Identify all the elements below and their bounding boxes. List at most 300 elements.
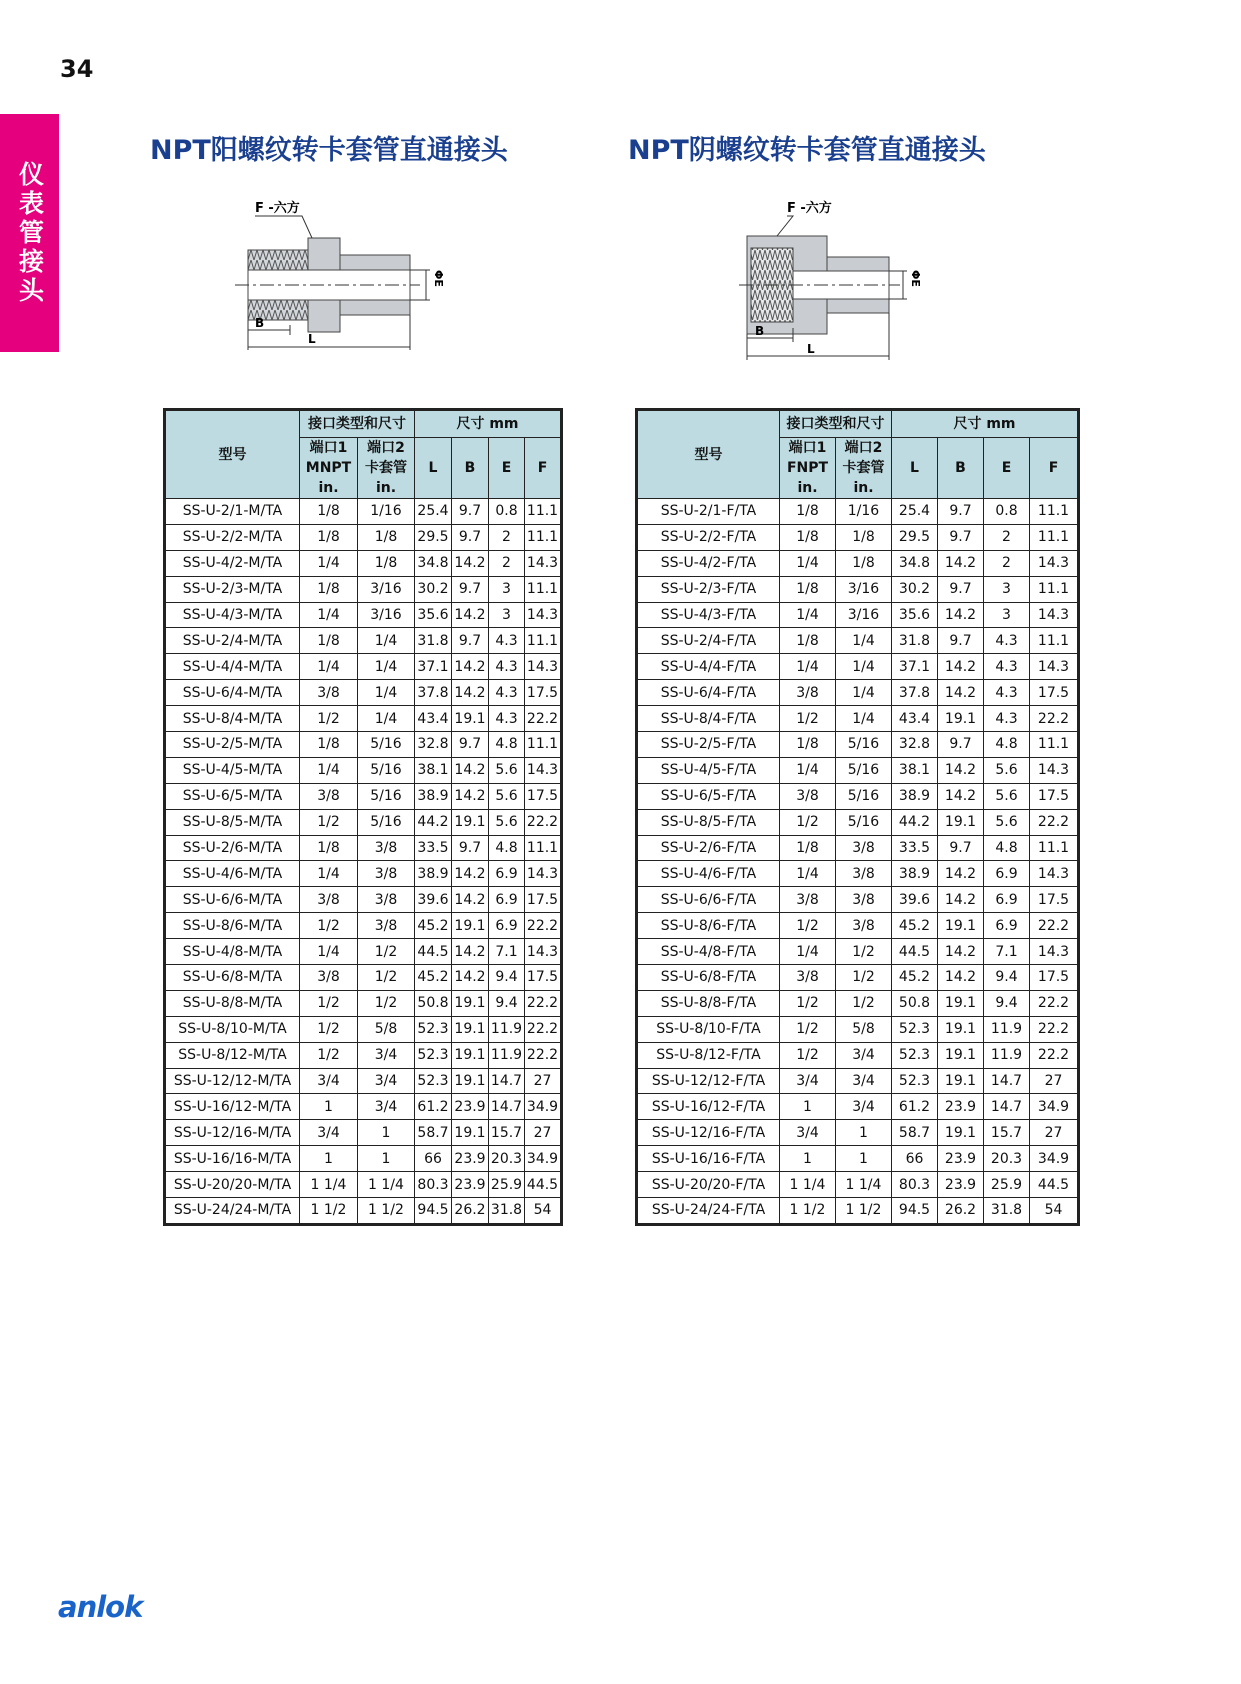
model-cell: SS-U-24/24-F/TA bbox=[638, 1198, 780, 1224]
port2-cell: 3/16 bbox=[836, 602, 892, 628]
port2-cell: 3/16 bbox=[358, 602, 415, 628]
e-cell: 5.6 bbox=[489, 757, 525, 783]
port2-cell: 1/8 bbox=[836, 550, 892, 576]
model-cell: SS-U-8/6-F/TA bbox=[638, 913, 780, 939]
port2-cell: 1 1/4 bbox=[358, 1172, 415, 1198]
b-cell: 9.7 bbox=[938, 835, 984, 861]
b-cell: 9.7 bbox=[452, 576, 489, 602]
port1-cell: 1/8 bbox=[300, 628, 358, 654]
model-cell: SS-U-8/5-F/TA bbox=[638, 809, 780, 835]
l-header: L bbox=[415, 438, 452, 499]
port1-cell: 1/2 bbox=[300, 809, 358, 835]
e-cell: 7.1 bbox=[984, 939, 1030, 965]
model-cell: SS-U-4/8-M/TA bbox=[166, 939, 300, 965]
f-cell: 22.2 bbox=[1030, 809, 1078, 835]
table-row bbox=[166, 602, 561, 628]
model-cell: SS-U-8/12-F/TA bbox=[638, 1042, 780, 1068]
model-cell: SS-U-4/6-M/TA bbox=[166, 861, 300, 887]
side-tab-label: 仪表管接头 bbox=[15, 160, 45, 306]
b-label: B bbox=[255, 316, 265, 330]
model-cell: SS-U-4/4-M/TA bbox=[166, 654, 300, 680]
table-row bbox=[166, 783, 561, 809]
port-group-header: 接口类型和尺寸 bbox=[780, 411, 892, 438]
l-cell: 32.8 bbox=[415, 732, 452, 758]
port1-cell: 1/4 bbox=[300, 757, 358, 783]
l-cell: 66 bbox=[415, 1146, 452, 1172]
port2-cell: 1 1/2 bbox=[836, 1198, 892, 1224]
f-cell: 27 bbox=[1030, 1120, 1078, 1146]
l-cell: 31.8 bbox=[415, 628, 452, 654]
port2-cell: 1/8 bbox=[836, 524, 892, 550]
f-cell: 34.9 bbox=[1030, 1094, 1078, 1120]
l-cell: 80.3 bbox=[892, 1172, 938, 1198]
b-cell: 9.7 bbox=[452, 524, 489, 550]
port1-cell: 1/2 bbox=[300, 913, 358, 939]
b-cell: 19.1 bbox=[452, 1068, 489, 1094]
f-header: F bbox=[1030, 438, 1078, 499]
table-row bbox=[166, 1068, 561, 1094]
b-cell: 23.9 bbox=[452, 1172, 489, 1198]
e-cell: 3 bbox=[984, 602, 1030, 628]
port1-cell: 1/2 bbox=[300, 1016, 358, 1042]
port1-line2: MNPT bbox=[305, 460, 352, 476]
table-row bbox=[638, 939, 1078, 965]
model-cell: SS-U-4/3-F/TA bbox=[638, 602, 780, 628]
port1-cell: 1 1/4 bbox=[780, 1172, 836, 1198]
l-cell: 38.9 bbox=[892, 783, 938, 809]
port1-cell: 1/4 bbox=[300, 550, 358, 576]
l-cell: 38.9 bbox=[415, 783, 452, 809]
l-cell: 50.8 bbox=[892, 990, 938, 1016]
e-cell: 5.6 bbox=[489, 809, 525, 835]
left-title: NPT阳螺纹转卡套管直通接头 bbox=[150, 135, 508, 166]
l-cell: 38.1 bbox=[415, 757, 452, 783]
b-cell: 19.1 bbox=[938, 809, 984, 835]
l-cell: 38.1 bbox=[892, 757, 938, 783]
model-cell: SS-U-4/2-M/TA bbox=[166, 550, 300, 576]
port2-cell: 1 1/4 bbox=[836, 1172, 892, 1198]
port2-cell: 5/8 bbox=[836, 1016, 892, 1042]
l-cell: 45.2 bbox=[892, 965, 938, 991]
f-cell: 22.2 bbox=[1030, 990, 1078, 1016]
f-cell: 14.3 bbox=[1030, 550, 1078, 576]
table-row bbox=[166, 913, 561, 939]
l-cell: 37.8 bbox=[892, 680, 938, 706]
e-cell: 20.3 bbox=[984, 1146, 1030, 1172]
port1-header bbox=[300, 438, 358, 499]
model-cell: SS-U-12/16-M/TA bbox=[166, 1120, 300, 1146]
table-row bbox=[166, 1094, 561, 1120]
port2-cell: 1 1/2 bbox=[358, 1198, 415, 1224]
f-cell: 34.9 bbox=[525, 1146, 561, 1172]
e-cell: 2 bbox=[984, 524, 1030, 550]
f-cell: 11.1 bbox=[1030, 628, 1078, 654]
port1-cell: 1/2 bbox=[780, 706, 836, 732]
model-cell: SS-U-2/4-F/TA bbox=[638, 628, 780, 654]
f-cell: 11.1 bbox=[525, 628, 561, 654]
f-cell: 11.1 bbox=[525, 576, 561, 602]
hex-label: F -六方 bbox=[787, 201, 832, 216]
model-cell: SS-U-2/2-F/TA bbox=[638, 524, 780, 550]
port2-line1: 端口2 bbox=[844, 440, 883, 456]
f-cell: 11.1 bbox=[525, 732, 561, 758]
f-cell: 22.2 bbox=[1030, 1016, 1078, 1042]
table-row bbox=[166, 1172, 561, 1198]
b-cell: 14.2 bbox=[452, 887, 489, 913]
f-cell: 11.1 bbox=[525, 835, 561, 861]
model-cell: SS-U-2/3-F/TA bbox=[638, 576, 780, 602]
table-row bbox=[166, 550, 561, 576]
page-number: 34 bbox=[60, 55, 94, 83]
port1-cell: 1/2 bbox=[300, 1042, 358, 1068]
table-row bbox=[638, 861, 1078, 887]
l-cell: 37.8 bbox=[415, 680, 452, 706]
table-row bbox=[166, 861, 561, 887]
port2-cell: 5/16 bbox=[358, 809, 415, 835]
f-cell: 27 bbox=[525, 1068, 561, 1094]
b-header: B bbox=[938, 438, 984, 499]
f-cell: 14.3 bbox=[525, 602, 561, 628]
l-cell: 30.2 bbox=[892, 576, 938, 602]
model-cell: SS-U-8/10-M/TA bbox=[166, 1016, 300, 1042]
port2-cell: 3/8 bbox=[358, 835, 415, 861]
l-cell: 37.1 bbox=[892, 654, 938, 680]
model-cell: SS-U-12/16-F/TA bbox=[638, 1120, 780, 1146]
port2-cell: 1/4 bbox=[836, 654, 892, 680]
l-cell: 29.5 bbox=[415, 524, 452, 550]
model-cell: SS-U-8/10-F/TA bbox=[638, 1016, 780, 1042]
table-row bbox=[638, 1094, 1078, 1120]
b-cell: 14.2 bbox=[452, 861, 489, 887]
port2-cell: 3/4 bbox=[836, 1042, 892, 1068]
table-row bbox=[638, 1016, 1078, 1042]
port1-cell: 1 bbox=[780, 1146, 836, 1172]
f-cell: 17.5 bbox=[1030, 783, 1078, 809]
e-cell: 25.9 bbox=[489, 1172, 525, 1198]
port2-cell: 1/4 bbox=[358, 680, 415, 706]
port1-header bbox=[780, 438, 836, 499]
table-row bbox=[166, 835, 561, 861]
e-header: E bbox=[489, 438, 525, 499]
table-row bbox=[166, 654, 561, 680]
port2-cell: 1/16 bbox=[836, 499, 892, 525]
port1-cell: 1/4 bbox=[300, 602, 358, 628]
port2-cell: 5/16 bbox=[836, 783, 892, 809]
b-cell: 14.2 bbox=[938, 887, 984, 913]
e-cell: 14.7 bbox=[489, 1094, 525, 1120]
e-cell: 2 bbox=[984, 550, 1030, 576]
model-cell: SS-U-4/3-M/TA bbox=[166, 602, 300, 628]
l-cell: 35.6 bbox=[415, 602, 452, 628]
table-row bbox=[166, 1146, 561, 1172]
e-cell: 4.3 bbox=[984, 680, 1030, 706]
port2-cell: 1/4 bbox=[358, 706, 415, 732]
port1-cell: 1/4 bbox=[300, 654, 358, 680]
e-cell: 2 bbox=[489, 550, 525, 576]
port2-cell: 1/8 bbox=[358, 550, 415, 576]
b-cell: 14.2 bbox=[938, 783, 984, 809]
f-cell: 14.3 bbox=[525, 939, 561, 965]
f-cell: 34.9 bbox=[1030, 1146, 1078, 1172]
f-cell: 11.1 bbox=[1030, 576, 1078, 602]
b-cell: 19.1 bbox=[452, 1120, 489, 1146]
table-row bbox=[638, 1172, 1078, 1198]
port1-cell: 1/2 bbox=[780, 1042, 836, 1068]
l-cell: 94.5 bbox=[415, 1198, 452, 1224]
f-cell: 11.1 bbox=[525, 499, 561, 525]
l-cell: 45.2 bbox=[415, 965, 452, 991]
table-row bbox=[638, 550, 1078, 576]
f-cell: 14.3 bbox=[1030, 654, 1078, 680]
table-row bbox=[638, 809, 1078, 835]
port1-cell: 1/2 bbox=[300, 706, 358, 732]
e-cell: 6.9 bbox=[984, 887, 1030, 913]
e-cell: 15.7 bbox=[489, 1120, 525, 1146]
model-cell: SS-U-2/1-F/TA bbox=[638, 499, 780, 525]
table-row bbox=[638, 524, 1078, 550]
port2-cell: 1 bbox=[358, 1146, 415, 1172]
f-cell: 17.5 bbox=[525, 887, 561, 913]
port2-cell: 1/2 bbox=[836, 965, 892, 991]
f-cell: 17.5 bbox=[525, 783, 561, 809]
table-row bbox=[166, 887, 561, 913]
f-cell: 17.5 bbox=[525, 680, 561, 706]
port1-cell: 1/8 bbox=[780, 835, 836, 861]
b-cell: 14.2 bbox=[938, 939, 984, 965]
port1-cell: 1/4 bbox=[780, 654, 836, 680]
model-cell: SS-U-4/2-F/TA bbox=[638, 550, 780, 576]
port1-cell: 1/4 bbox=[300, 861, 358, 887]
port2-cell: 5/16 bbox=[836, 757, 892, 783]
b-cell: 19.1 bbox=[938, 1120, 984, 1146]
e-cell: 11.9 bbox=[489, 1042, 525, 1068]
table-row bbox=[638, 680, 1078, 706]
female-fitting-diagram bbox=[735, 200, 965, 380]
port1-cell: 1 1/2 bbox=[300, 1198, 358, 1224]
port1-line3: in. bbox=[797, 480, 818, 496]
model-cell: SS-U-6/4-M/TA bbox=[166, 680, 300, 706]
port1-cell: 1 1/2 bbox=[780, 1198, 836, 1224]
table-row bbox=[166, 939, 561, 965]
e-cell: 2 bbox=[489, 524, 525, 550]
b-cell: 19.1 bbox=[452, 1042, 489, 1068]
f-cell: 17.5 bbox=[525, 965, 561, 991]
l-cell: 45.2 bbox=[892, 913, 938, 939]
b-cell: 14.2 bbox=[938, 965, 984, 991]
b-cell: 19.1 bbox=[452, 706, 489, 732]
table-row bbox=[166, 576, 561, 602]
l-cell: 25.4 bbox=[415, 499, 452, 525]
b-header: B bbox=[452, 438, 489, 499]
b-cell: 19.1 bbox=[938, 706, 984, 732]
e-cell: 14.7 bbox=[489, 1068, 525, 1094]
model-cell: SS-U-20/20-M/TA bbox=[166, 1172, 300, 1198]
b-cell: 9.7 bbox=[938, 576, 984, 602]
l-cell: 31.8 bbox=[892, 628, 938, 654]
port1-cell: 1 1/4 bbox=[300, 1172, 358, 1198]
b-cell: 14.2 bbox=[452, 654, 489, 680]
f-cell: 14.3 bbox=[1030, 602, 1078, 628]
f-cell: 14.3 bbox=[525, 550, 561, 576]
b-cell: 23.9 bbox=[452, 1094, 489, 1120]
table-row bbox=[638, 1120, 1078, 1146]
port2-cell: 1/4 bbox=[836, 628, 892, 654]
port1-cell: 1 bbox=[300, 1094, 358, 1120]
l-cell: 52.3 bbox=[892, 1042, 938, 1068]
table-row bbox=[166, 990, 561, 1016]
e-header: E bbox=[984, 438, 1030, 499]
port2-line3: in. bbox=[853, 480, 874, 496]
l-label: L bbox=[308, 332, 316, 346]
port1-cell: 1/4 bbox=[780, 861, 836, 887]
port1-cell: 3/8 bbox=[780, 783, 836, 809]
l-cell: 52.3 bbox=[415, 1016, 452, 1042]
e-cell: 14.7 bbox=[984, 1068, 1030, 1094]
table-row bbox=[638, 783, 1078, 809]
hex-label: F -六方 bbox=[255, 201, 300, 216]
f-cell: 11.1 bbox=[1030, 732, 1078, 758]
model-cell: SS-U-16/12-M/TA bbox=[166, 1094, 300, 1120]
f-cell: 11.1 bbox=[1030, 524, 1078, 550]
b-cell: 14.2 bbox=[452, 757, 489, 783]
e-cell: 4.8 bbox=[489, 732, 525, 758]
port1-cell: 1/8 bbox=[300, 835, 358, 861]
port2-cell: 5/16 bbox=[836, 732, 892, 758]
l-cell: 45.2 bbox=[415, 913, 452, 939]
model-cell: SS-U-24/24-M/TA bbox=[166, 1198, 300, 1224]
port2-cell: 1 bbox=[358, 1120, 415, 1146]
e-cell: 4.8 bbox=[984, 835, 1030, 861]
model-cell: SS-U-16/16-M/TA bbox=[166, 1146, 300, 1172]
l-cell: 39.6 bbox=[892, 887, 938, 913]
table-row bbox=[166, 809, 561, 835]
l-cell: 29.5 bbox=[892, 524, 938, 550]
port2-cell: 3/8 bbox=[836, 835, 892, 861]
model-cell: SS-U-8/5-M/TA bbox=[166, 809, 300, 835]
table-row bbox=[638, 965, 1078, 991]
table-row bbox=[166, 524, 561, 550]
port1-cell: 1/2 bbox=[780, 809, 836, 835]
port1-cell: 3/8 bbox=[780, 965, 836, 991]
port2-cell: 5/8 bbox=[358, 1016, 415, 1042]
f-cell: 14.3 bbox=[525, 757, 561, 783]
table-row bbox=[166, 1042, 561, 1068]
table-row bbox=[638, 757, 1078, 783]
e-cell: 11.9 bbox=[489, 1016, 525, 1042]
model-cell: SS-U-8/8-F/TA bbox=[638, 990, 780, 1016]
f-cell: 14.3 bbox=[1030, 757, 1078, 783]
port2-cell: 1/2 bbox=[836, 939, 892, 965]
port1-line1: 端口1 bbox=[309, 440, 348, 456]
model-cell: SS-U-12/12-M/TA bbox=[166, 1068, 300, 1094]
l-cell: 44.2 bbox=[892, 809, 938, 835]
model-cell: SS-U-6/5-M/TA bbox=[166, 783, 300, 809]
port1-cell: 1/2 bbox=[300, 990, 358, 1016]
model-cell: SS-U-4/5-M/TA bbox=[166, 757, 300, 783]
port2-cell: 3/4 bbox=[358, 1068, 415, 1094]
port2-cell: 3/8 bbox=[358, 861, 415, 887]
f-cell: 22.2 bbox=[525, 990, 561, 1016]
model-cell: SS-U-2/3-M/TA bbox=[166, 576, 300, 602]
e-cell: 4.3 bbox=[489, 654, 525, 680]
port1-cell: 1 bbox=[300, 1146, 358, 1172]
model-cell: SS-U-8/12-M/TA bbox=[166, 1042, 300, 1068]
port1-cell: 3/4 bbox=[780, 1068, 836, 1094]
b-cell: 23.9 bbox=[938, 1172, 984, 1198]
table-row bbox=[638, 1042, 1078, 1068]
f-cell: 27 bbox=[525, 1120, 561, 1146]
l-cell: 50.8 bbox=[415, 990, 452, 1016]
e-cell: 3 bbox=[984, 576, 1030, 602]
port1-cell: 1/8 bbox=[300, 524, 358, 550]
port2-cell: 5/16 bbox=[358, 732, 415, 758]
e-cell: 15.7 bbox=[984, 1120, 1030, 1146]
port1-cell: 1/4 bbox=[780, 550, 836, 576]
model-cell: SS-U-2/4-M/TA bbox=[166, 628, 300, 654]
port1-cell: 1/4 bbox=[300, 939, 358, 965]
model-cell: SS-U-8/6-M/TA bbox=[166, 913, 300, 939]
port2-cell: 3/4 bbox=[358, 1094, 415, 1120]
male-fitting-diagram bbox=[230, 200, 460, 380]
b-cell: 9.7 bbox=[452, 732, 489, 758]
e-cell: 5.6 bbox=[984, 757, 1030, 783]
e-cell: 4.8 bbox=[489, 835, 525, 861]
table-row bbox=[166, 1016, 561, 1042]
table-row bbox=[166, 628, 561, 654]
b-cell: 19.1 bbox=[452, 809, 489, 835]
l-cell: 80.3 bbox=[415, 1172, 452, 1198]
b-cell: 19.1 bbox=[938, 1016, 984, 1042]
port2-cell: 1 bbox=[836, 1120, 892, 1146]
l-cell: 52.3 bbox=[892, 1016, 938, 1042]
e-cell: 6.9 bbox=[489, 887, 525, 913]
right-spec-table bbox=[637, 410, 1078, 1224]
port1-cell: 3/8 bbox=[780, 680, 836, 706]
f-cell: 17.5 bbox=[1030, 680, 1078, 706]
b-cell: 14.2 bbox=[452, 602, 489, 628]
port2-cell: 3/8 bbox=[836, 861, 892, 887]
port2-header bbox=[358, 438, 415, 499]
brand-logo: anlok bbox=[58, 1590, 143, 1624]
l-cell: 33.5 bbox=[415, 835, 452, 861]
b-label: B bbox=[755, 324, 765, 338]
l-header: L bbox=[892, 438, 938, 499]
model-cell: SS-U-4/8-F/TA bbox=[638, 939, 780, 965]
b-cell: 19.1 bbox=[938, 990, 984, 1016]
port2-cell: 3/8 bbox=[836, 887, 892, 913]
b-cell: 26.2 bbox=[452, 1198, 489, 1224]
model-cell: SS-U-6/6-M/TA bbox=[166, 887, 300, 913]
l-cell: 39.6 bbox=[415, 887, 452, 913]
l-cell: 52.3 bbox=[415, 1068, 452, 1094]
table-row bbox=[638, 628, 1078, 654]
e-cell: 5.6 bbox=[984, 783, 1030, 809]
b-cell: 23.9 bbox=[938, 1094, 984, 1120]
model-cell: SS-U-6/8-M/TA bbox=[166, 965, 300, 991]
table-row bbox=[638, 499, 1078, 525]
table-row bbox=[638, 576, 1078, 602]
port1-cell: 1/8 bbox=[300, 576, 358, 602]
port1-cell: 1/4 bbox=[780, 939, 836, 965]
b-cell: 14.2 bbox=[938, 550, 984, 576]
f-cell: 44.5 bbox=[1030, 1172, 1078, 1198]
l-cell: 43.4 bbox=[892, 706, 938, 732]
port1-cell: 3/4 bbox=[780, 1120, 836, 1146]
b-cell: 9.7 bbox=[938, 628, 984, 654]
f-cell: 54 bbox=[1030, 1198, 1078, 1224]
port1-line2: FNPT bbox=[786, 460, 829, 476]
model-cell: SS-U-2/6-F/TA bbox=[638, 835, 780, 861]
